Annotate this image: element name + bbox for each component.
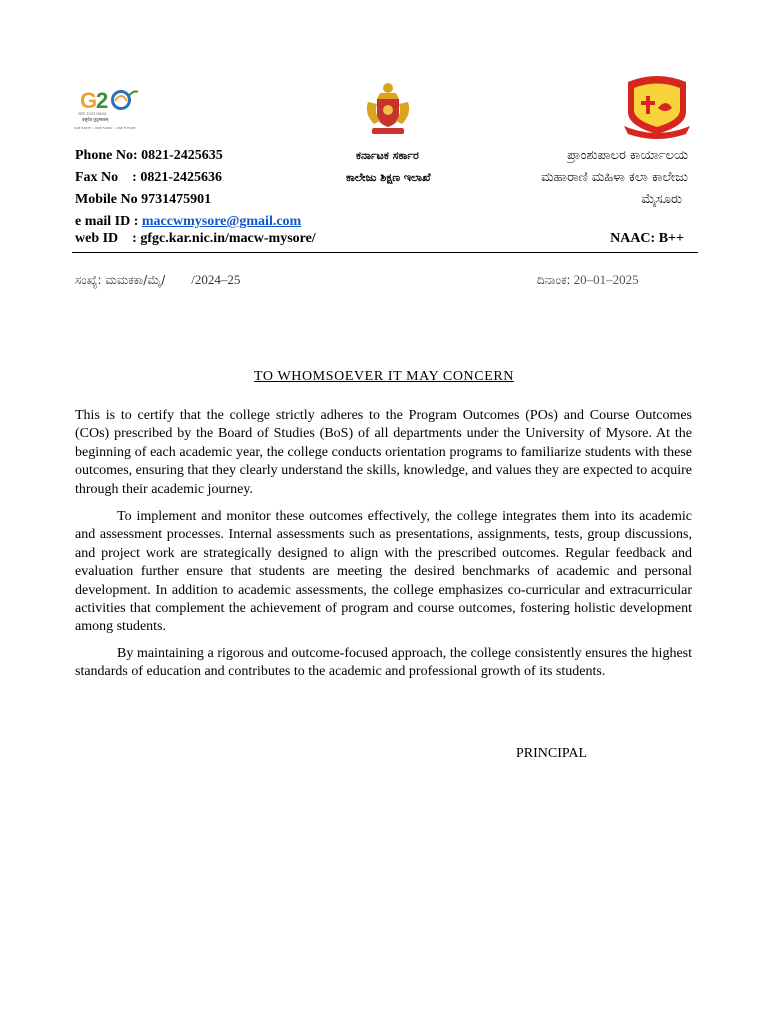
fax-number: Fax No : 0821-2425636: [75, 170, 222, 185]
email-row: [75, 213, 301, 230]
phone-number: Phone No: 0821-2425635: [75, 148, 223, 163]
date-label: ದಿನಾಂಕ:: [537, 273, 571, 287]
reference-prefix: ಸಂಖ್ಯೆ: ಮಮಕಕಾ/ಮೈ/: [75, 273, 166, 287]
office-name: ಪ್ರಾಂಶುಪಾಲರ ಕಾರ್ಯಾಲಯ: [567, 148, 688, 163]
mobile-number: Mobile No 9731475901: [75, 192, 212, 207]
email-label: e mail ID :: [75, 214, 142, 229]
letter-heading: TO WHOMSOEVER IT MAY CONCERN: [253, 369, 514, 384]
g20-tagline-1: भारत 2023 INDIA: [78, 112, 107, 116]
naac-grade: NAAC: B++: [610, 231, 684, 246]
government-name: ಕರ್ನಾಟಕ ಸರ್ಕಾರ: [356, 149, 419, 162]
letter-date: [537, 272, 639, 288]
paragraph-2: To implement and monitor these outcomes effectively, the college integrates them into its academic and assessment processes. Internal assessments such as presentations, assignments, tests, group discussions, and project work are strategically designed to align with the prescribed outcomes. Regular feedback and evaluation further ensure that students are meeting the desired benchmarks of academic and personal development. In addition to academic assessments, the college emphasizes co-curricular and extracurricular activities that complement the achievement of program and course outcomes, fostering holistic development among students.: [75, 509, 692, 635]
college-name: ಮಹಾರಾಣಿ ಮಹಿಳಾ ಕಲಾ ಕಾಲೇಜು: [541, 170, 688, 185]
reference-year: /2024–25: [191, 272, 241, 287]
principal-signature-title: PRINCIPAL: [516, 746, 588, 761]
email-link[interactable]: maccwmysore@gmail.com: [141, 214, 302, 229]
college-logo: [622, 74, 692, 140]
paragraph-1: This is to certify that the college strictly adheres to the Program Outcomes (POs) and Course Outcomes (COs) prescribed by the Board of Studies (BoS) of all departments under the University of Mysore. At the beginning of each academic year, the college conducts orientation programs to familiarize students with these outcomes, ensuring that they clearly understand the skills, knowledge, and values they are expected to acquire through their academic journey.: [75, 408, 692, 497]
department-name: ಕಾಲೇಜು ಶಿಕ್ಷಣ ಇಲಾಖೆ: [346, 171, 431, 184]
g20-tagline-2: वसुधैव कुटुम्बकम्: [82, 117, 109, 122]
reference-number: [75, 272, 240, 288]
paragraph-3: By maintaining a rigorous and outcome-focused approach, the college consistently ensures the highest standards of education and contributes to the academic and professional growth of its students.: [75, 646, 692, 680]
date-value: 20–01–2025: [573, 272, 639, 287]
svg-text:G: G: [80, 88, 98, 113]
svg-text:2: 2: [96, 88, 109, 113]
college-city: ಮೈಸೂರು: [641, 192, 682, 207]
header-divider: [72, 252, 698, 253]
g20-tagline-3: ONE EARTH • ONE FAMILY • ONE FUTURE: [74, 126, 136, 130]
g20-logo: [72, 84, 148, 134]
karnataka-emblem-logo: [362, 80, 414, 138]
website-line: web ID : gfgc.kar.nic.in/macw-mysore/: [75, 231, 316, 246]
